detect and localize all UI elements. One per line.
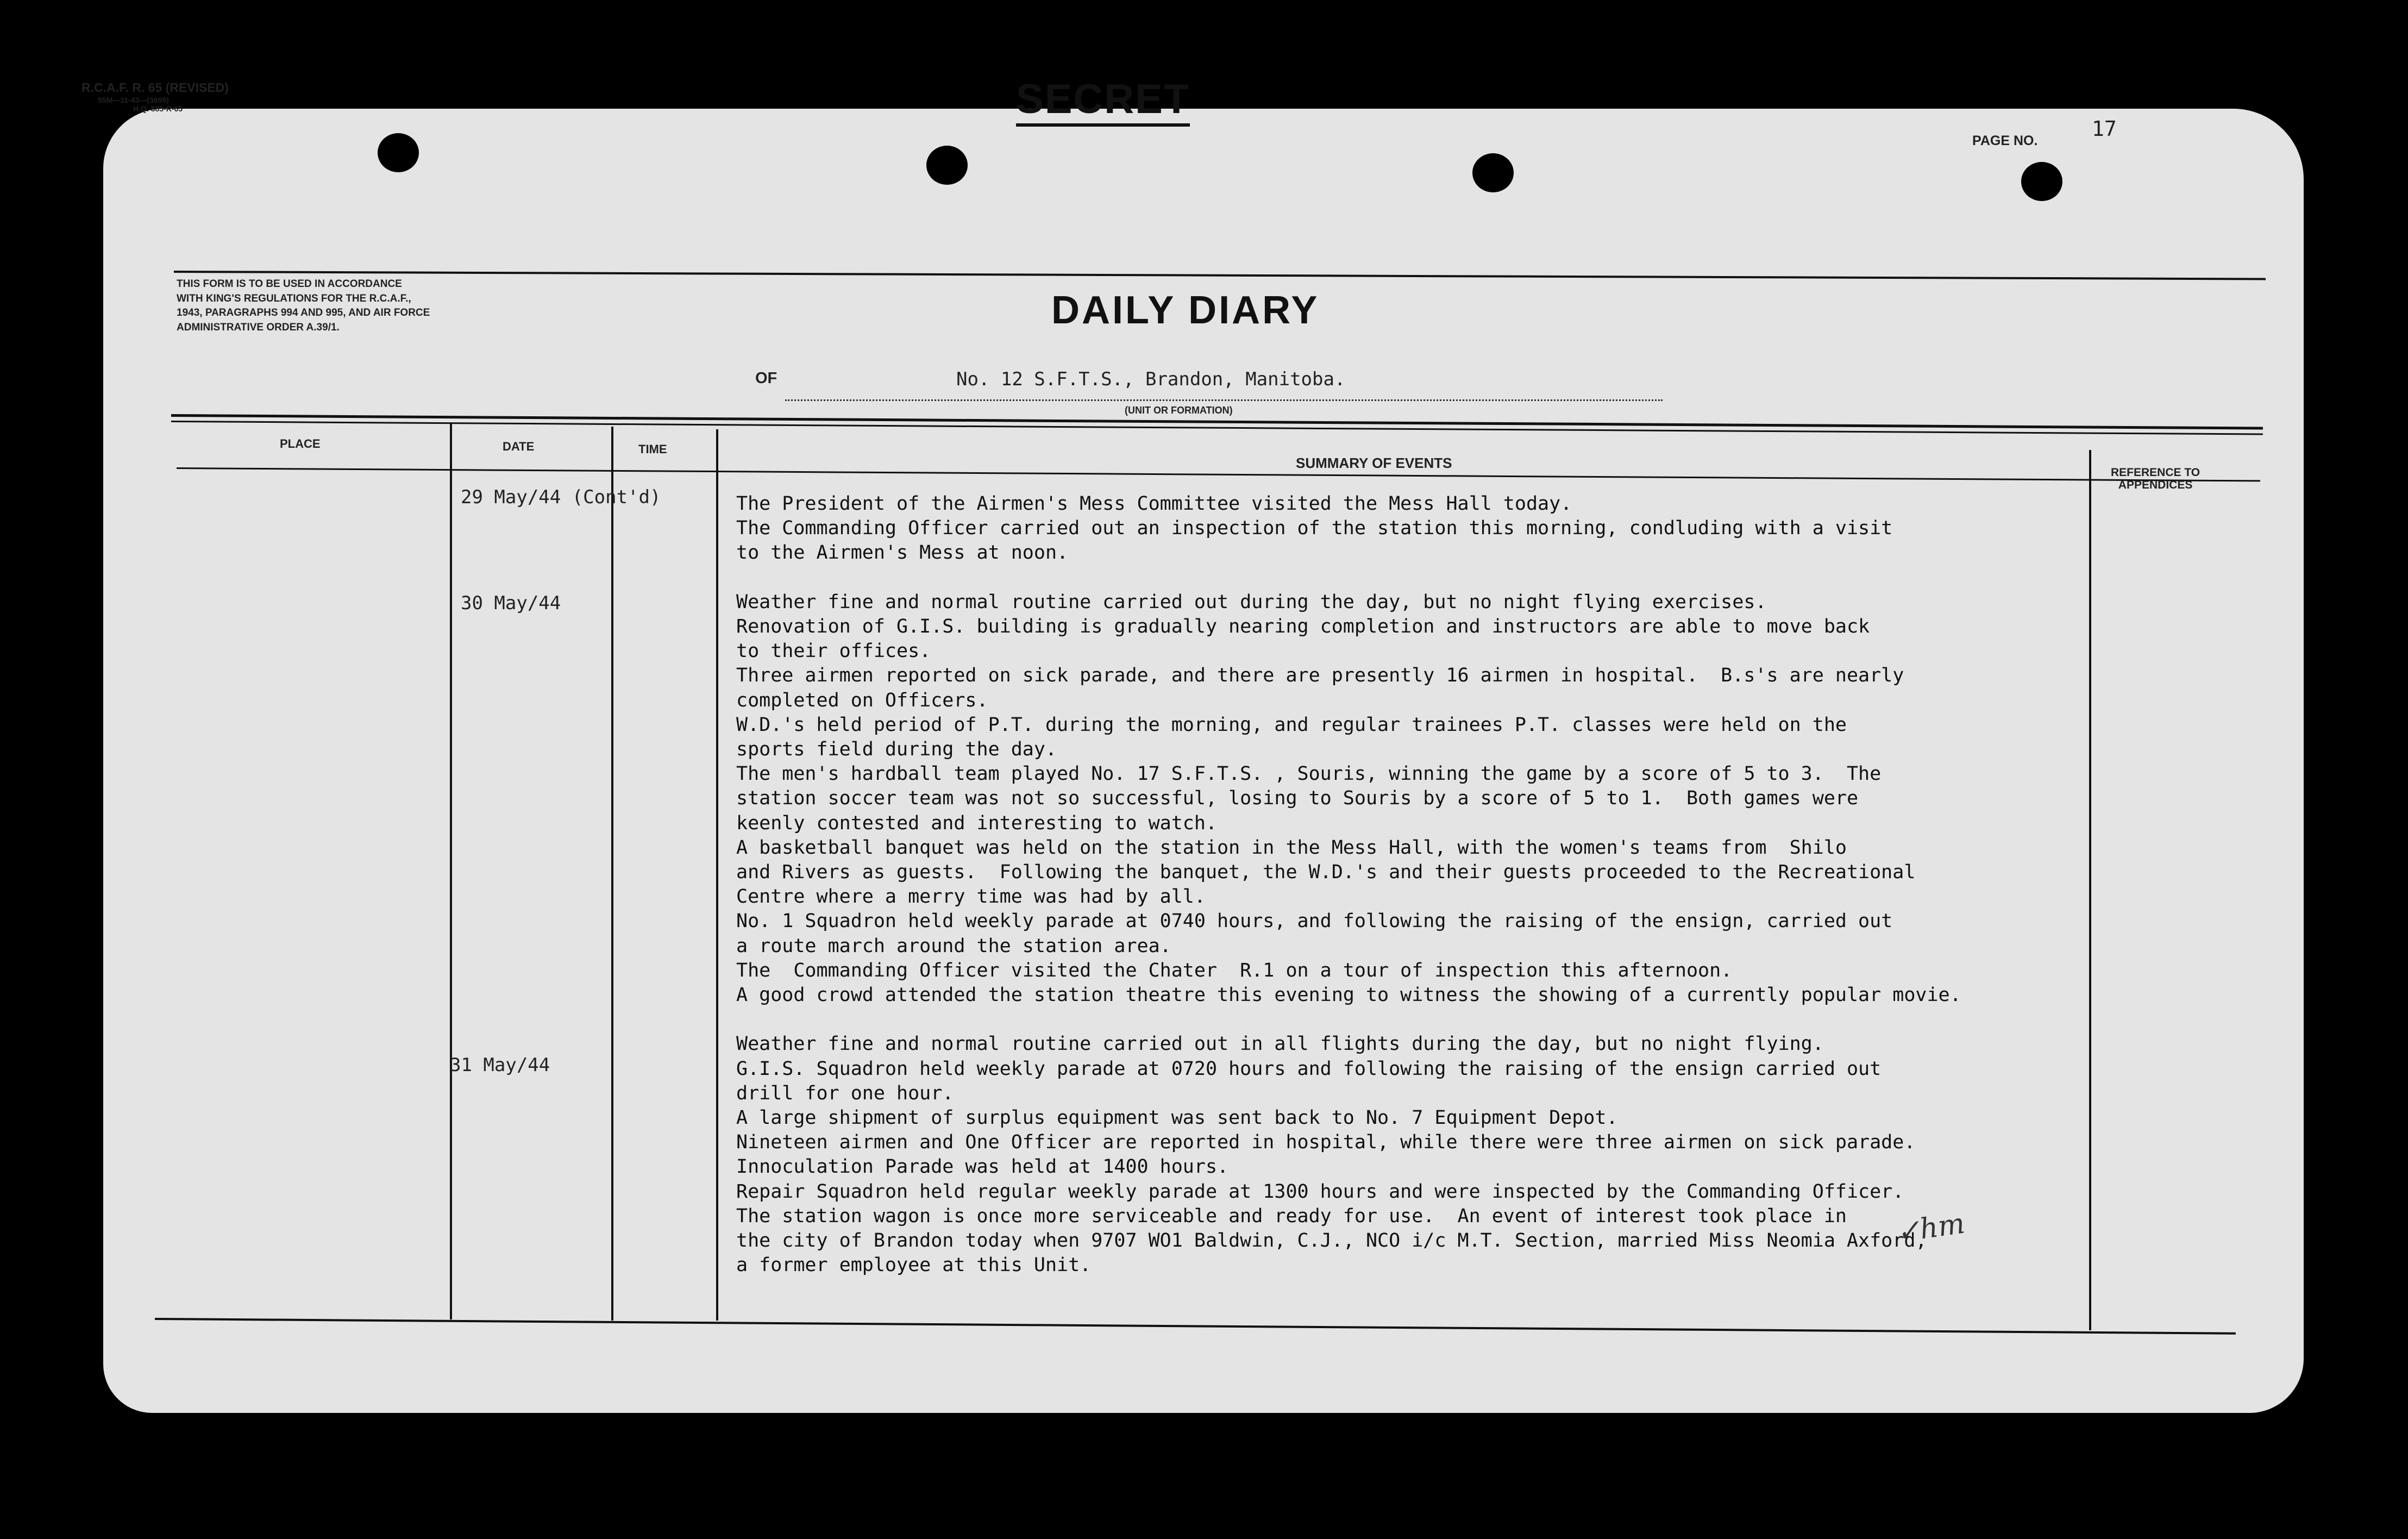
event-line: Weather fine and normal routine carried out in all flights during the day, but no night flying. bbox=[736, 1033, 1824, 1055]
entry-date: 31 May/44 bbox=[450, 1054, 550, 1076]
column-header-reference bbox=[2111, 466, 2200, 491]
event-line: Weather fine and normal routine carried out during the day, but no night flying exercises. bbox=[736, 591, 1767, 613]
column-header-summary: SUMMARY OF EVENTS bbox=[1296, 455, 1452, 471]
column-rule-place bbox=[450, 423, 452, 1319]
event-line: The Commanding Officer visited the Chater R.1 on a tour of inspection this afternoon. bbox=[736, 959, 1733, 981]
event-line: A basketball banquet was held on the station in the Mess Hall, with the women's teams from Shilo bbox=[736, 836, 1847, 859]
event-line: Centre where a merry time was had by all. bbox=[736, 886, 1206, 908]
column-rule-date bbox=[611, 427, 613, 1321]
event-line: The President of the Airmen's Mess Committee visited the Mess Hall today. bbox=[736, 493, 1572, 515]
column-header-time: TIME bbox=[638, 442, 667, 456]
form-hq-code: H.Q. 885-R-65 bbox=[133, 104, 183, 114]
event-line: a route march around the station area. bbox=[736, 935, 1171, 957]
unit-underline bbox=[785, 399, 1663, 401]
reference-header-line: REFERENCE TO bbox=[2111, 466, 2200, 479]
form-number: R.C.A.F. R. 65 (REVISED) bbox=[81, 80, 229, 95]
event-line: No. 1 Squadron held weekly parade at 0740 hours, and following the raising of the ensign, carried out bbox=[736, 910, 1893, 933]
punch-hole bbox=[2021, 162, 2062, 201]
punch-hole bbox=[1472, 153, 1514, 192]
column-header-place: PLACE bbox=[280, 437, 321, 451]
event-line: a former employee at this Unit. bbox=[736, 1254, 1092, 1277]
event-line: The Commanding Officer carried out an inspection of the station this morning, condluding with a visit bbox=[736, 517, 1893, 540]
unit-name: No. 12 S.F.T.S., Brandon, Manitoba. bbox=[956, 368, 1346, 390]
event-line: Renovation of G.I.S. building is gradually nearing completion and instructors are able to move back bbox=[736, 616, 1870, 638]
event-line: to the Airmen's Mess at noon. bbox=[736, 542, 1069, 564]
event-line: The men's hardball team played No. 17 S.F.T.S. , Souris, winning the game by a score of 5 to 3. The bbox=[736, 763, 1882, 785]
event-line: the city of Brandon today when 9707 WO1 Baldwin, C.J., NCO i/c M.T. Section, married Miss Neomia Axford, bbox=[736, 1230, 1927, 1252]
unit-of-label: OF bbox=[755, 370, 777, 387]
classification-stamp: SECRET bbox=[1016, 79, 1190, 127]
regulation-notice bbox=[177, 277, 430, 335]
page-title: DAILY DIARY bbox=[1051, 289, 1320, 332]
event-line: and Rivers as guests. Following the banquet, the W.D.'s and their guests proceeded to the Recreational bbox=[736, 861, 1916, 884]
event-line: Three airmen reported on sick parade, and there are presently 16 airmen in hospital. B.s's are nearly bbox=[736, 665, 1904, 687]
event-line: keenly contested and interesting to watch. bbox=[736, 812, 1218, 834]
event-line: The station wagon is once more serviceable and ready for use. An event of interest took place in bbox=[736, 1205, 1847, 1227]
form-identifier bbox=[81, 80, 229, 114]
column-header-date: DATE bbox=[503, 440, 535, 453]
unit-caption: (UNIT OR FORMATION) bbox=[1125, 405, 1233, 416]
reference-header-line: APPENDICES bbox=[2118, 479, 2193, 492]
notice-line: THIS FORM IS TO BE USED IN ACCORDANCE bbox=[177, 278, 402, 290]
form-print-code: 55M—11-43—(3659) bbox=[98, 95, 169, 104]
summary-of-events bbox=[736, 492, 2111, 1278]
event-line: sports field during the day. bbox=[736, 739, 1057, 761]
event-line: A good crowd attended the station theatre this evening to witness the showing of a currently popular movie. bbox=[736, 984, 1961, 1006]
event-line: drill for one hour. bbox=[736, 1082, 954, 1104]
punch-hole bbox=[926, 146, 968, 185]
event-line: completed on Officers. bbox=[736, 689, 988, 711]
handwritten-initials: ✓hm bbox=[1894, 1207, 1967, 1249]
event-line: Innoculation Parade was held at 1400 hours. bbox=[736, 1156, 1229, 1178]
entry-date: 29 May/44 (Cont'd) bbox=[461, 486, 661, 508]
event-line: station soccer team was not so successful, losing to Souris by a score of 5 to 1. Both games were bbox=[736, 787, 1859, 810]
event-line: W.D.'s held period of P.T. during the morning, and regular trainees P.T. classes were held on the bbox=[736, 714, 1847, 736]
event-line: to their offices. bbox=[736, 640, 931, 662]
notice-line: ADMINISTRATIVE ORDER A.39/1. bbox=[177, 321, 340, 333]
event-line: Nineteen airmen and One Officer are reported in hospital, while there were three airmen on sick parade. bbox=[736, 1131, 1916, 1154]
event-line: Repair Squadron held regular weekly parade at 1300 hours and were inspected by the Commanding Officer. bbox=[736, 1180, 1904, 1203]
punch-hole bbox=[378, 133, 419, 172]
event-line: A large shipment of surplus equipment was sent back to No. 7 Equipment Depot. bbox=[736, 1107, 1618, 1129]
column-rule-time bbox=[716, 429, 718, 1321]
page-number-label: PAGE NO. bbox=[1972, 133, 2038, 148]
event-line: G.I.S. Squadron held weekly parade at 0720 hours and following the raising of the ensign carried out bbox=[736, 1058, 1882, 1080]
entry-date: 30 May/44 bbox=[461, 592, 561, 614]
notice-line: WITH KING'S REGULATIONS FOR THE R.C.A.F., bbox=[177, 292, 411, 304]
notice-line: 1943, PARAGRAPHS 994 AND 995, AND AIR FORCE bbox=[177, 307, 430, 319]
page-number: 17 bbox=[2092, 117, 2117, 141]
